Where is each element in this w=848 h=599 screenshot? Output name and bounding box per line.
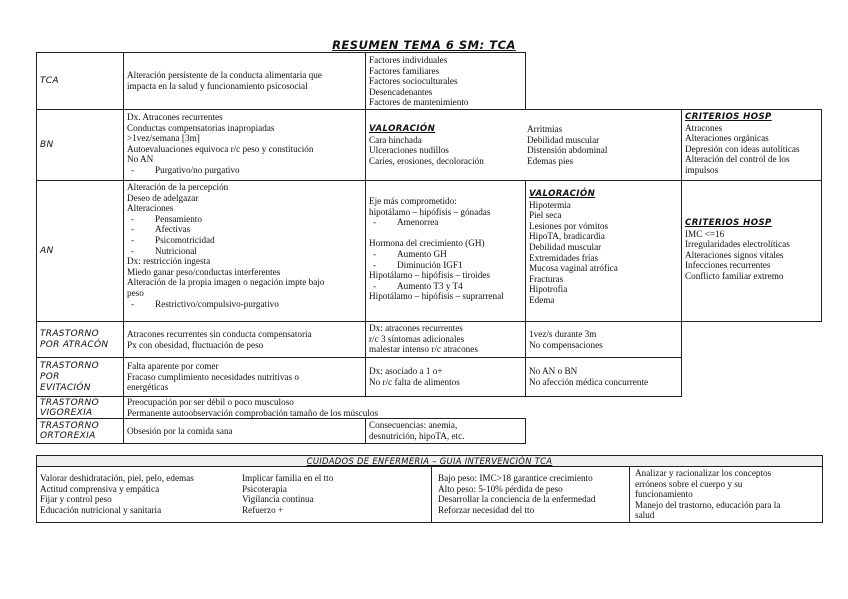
bn-label: BN bbox=[36, 109, 124, 181]
tca-label: TCA bbox=[36, 52, 124, 110]
atracon-description: Atracones recurrentes sin conducta compensatoria Px con obesidad, fluctuación de peso bbox=[123, 321, 366, 358]
ortorexia-consequences: Consecuencias: anemia, desnutrición, hipoTA, etc. bbox=[365, 418, 526, 444]
an-types: - Restrictivo/compulsivo-purgativo bbox=[127, 299, 362, 310]
atracon-criteria: 1vez/s durante 3m No compensaciones bbox=[525, 321, 682, 358]
bn-dx: Dx. Atracones recurrentes Conductas compensatorias inapropiadas >1vez/semana [3m] Autoevaluaciones equivoca r/c peso y constitución No AN - Purgativo/no purgativo bbox=[123, 109, 366, 181]
an-criterios: CRITERIOS HOSP IMC <=16 Irregularidades electrolíticas Alteraciones signos vitales Infecciones recurrentes Conflicto familiar extremo bbox=[681, 180, 822, 322]
evitacion-label: TRASTORNO POR EVITACIÓN bbox=[36, 357, 124, 397]
atracon-dx: Dx: atracones recurrentes r/c 3 síntomas adicionales malestar intenso r/c atracones bbox=[365, 321, 526, 358]
evitacion-criteria: No AN o BN No afección médica concurrente bbox=[525, 357, 682, 397]
vigorexia-description: Preocupación por ser débil o poco musculoso Permanente autoobservación comprobación tamaño de los músculos bbox=[123, 396, 526, 419]
cuidados-col-4: Analizar y racionalizar los conceptos erróneos sobre el cuerpo y su funcionamiento Manejo del trastorno, educación para la salud bbox=[629, 466, 823, 523]
bn-valoracion-2: Arritmias Debilidad muscular Distensión abdominal Edemas pies bbox=[527, 124, 608, 166]
an-label: AN bbox=[36, 180, 124, 322]
ortorexia-label: TRASTORNO ORTOREXIA bbox=[36, 418, 124, 444]
cuidados-col-1-2: Valorar deshidratación, piel, pelo, edemas Actitud comprensiva y empática Fijar y control peso Educación nutricional y sanitaria Implicar familia en el tto Psicoterapia Vigilancia continua Refuerzo + bbox=[36, 466, 432, 523]
ortorexia-description: Obsesión por la comida sana bbox=[123, 418, 366, 444]
bn-valoracion: VALORACIÓN Cara hinchada Ulceraciones nudillos Caries, erosiones, decoloración Arritmias Debilidad muscular Distensión abdominal Edemas pies bbox=[365, 109, 682, 181]
bn-criterios-heading: CRITERIOS HOSP bbox=[685, 112, 772, 122]
atracon-label: TRASTORNO POR ATRACÓN bbox=[36, 321, 124, 358]
vigorexia-label: TRASTORNO VIGOREXIA bbox=[36, 396, 124, 419]
bn-types: - Purgativo/no purgativo bbox=[127, 165, 362, 176]
an-description: Alteración de la percepción Deseo de adelgazar Alteraciones - Pensamiento - Afectivas - Psicomotricidad - Nutricional Dx: restricción ingesta Miedo ganar peso/conductas interferentes Alteración de la propia imagen o negación impte bajo peso - Restrictivo/compulsivo-purgativo bbox=[123, 180, 366, 322]
bn-valoracion-heading: VALORACIÓN bbox=[369, 124, 436, 134]
evitacion-description: Falta aparente por comer Fracaso cumplimiento necesidades nutritivas o energéticas bbox=[123, 357, 366, 397]
an-valoracion: VALORACIÓN Hipotermia Piel seca Lesiones por vómitos HipoTA, bradicardia Debilidad muscular Extremidades frías Mucosa vaginal atrófica Fracturas Hipotrofia Edema bbox=[525, 180, 682, 322]
cuidados-col-3: Bajo peso: IMC>18 garantice crecimiento Alto peso: 5-10% pérdida de peso Desarrollar la conciencia de la enfermedad Reforzar necesidad del tto bbox=[431, 466, 630, 523]
cuidados-col-2: Implicar familia en el tto Psicoterapia Vigilancia continua Refuerzo + bbox=[242, 473, 334, 515]
tca-factors: Factores individuales Factores familiares Factores socioculturales Desencadenantes Factores de mantenimiento bbox=[365, 52, 526, 110]
an-criterios-heading: CRITERIOS HOSP bbox=[685, 218, 772, 228]
cuidados-title: CUIDADOS DE ENFERMERIA – GUIA INTERVENCIÓN TCA bbox=[36, 455, 823, 467]
evitacion-dx: Dx: asociado a 1 o+ No r/c falta de alimentos bbox=[365, 357, 526, 397]
tca-definition: Alteración persistente de la conducta alimentaria que impacta en la salud y funcionamiento psicosocial bbox=[123, 52, 366, 110]
an-valoracion-heading: VALORACIÓN bbox=[529, 189, 596, 199]
an-eje: Eje más comprometido: hipotálamo – hipófisis – gónadas - Amenorrea Hormona del crecimiento (GH) - Aumento GH - Diminución IGF1 Hipotálamo – hipófisis – tiroides - Aumento T3 y T4 Hipotálamo – hipófisis – suprarrenal bbox=[365, 180, 526, 322]
bn-criterios: CRITERIOS HOSP Atracones Alteraciones orgánicas Depresión con ideas autolíticas Alteración del control de los impulsos bbox=[681, 109, 822, 181]
page-title: RESUMEN TEMA 6 SM: TCA bbox=[332, 38, 516, 52]
